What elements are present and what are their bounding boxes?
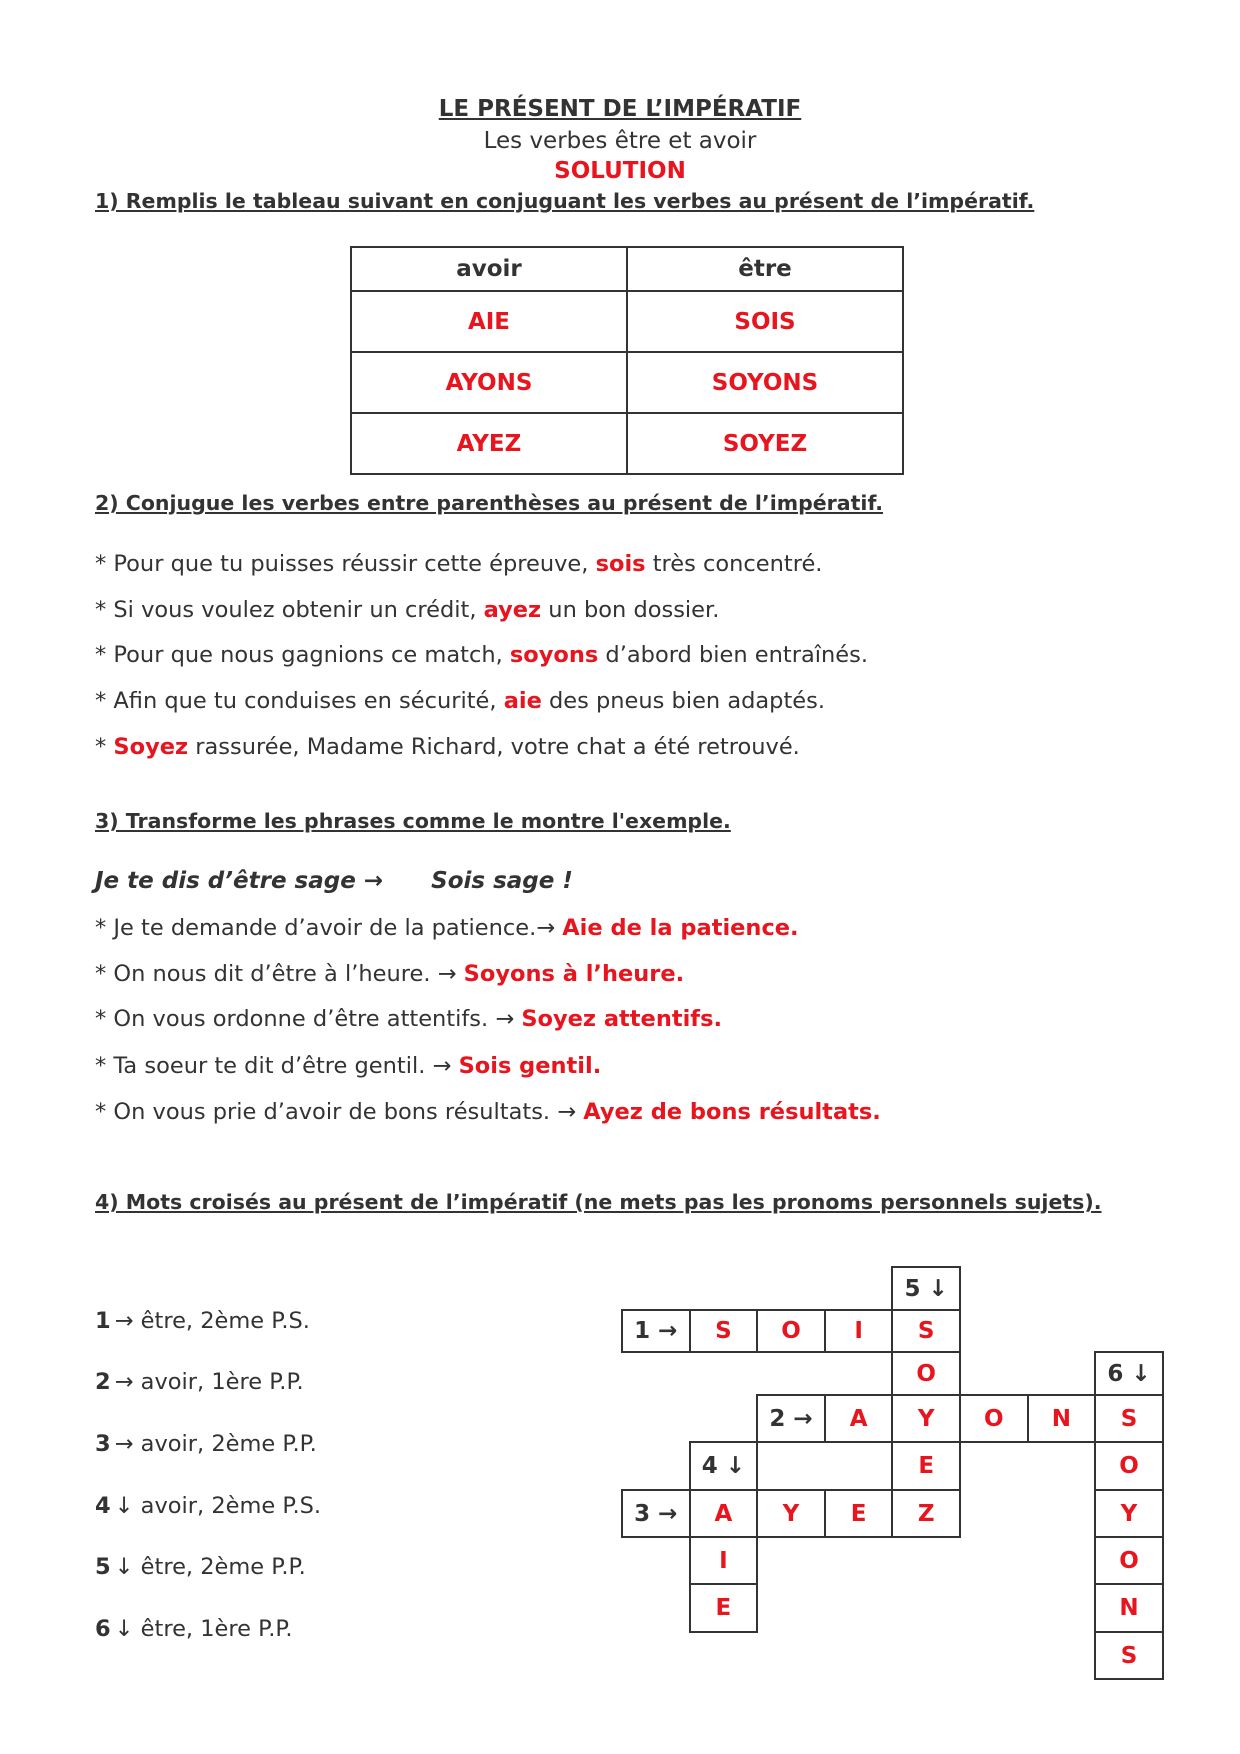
letter-cell: O — [891, 1351, 961, 1396]
clue-item — [95, 1369, 304, 1395]
cell: SOYONS — [627, 352, 903, 413]
section1-heading: 1) Remplis le tableau suivant en conjuguant les verbes au présent de l’impératif. — [95, 189, 1035, 213]
subtitle: Les verbes être et avoir — [483, 128, 757, 154]
letter-cell: A — [824, 1394, 894, 1443]
answer: ayez — [483, 597, 542, 623]
section2-heading: 2) Conjugue les verbes entre parenthèses au présent de l’impératif. — [95, 491, 884, 515]
letter-cell: N — [1094, 1583, 1164, 1633]
clue-number: 1 — [95, 1308, 111, 1334]
clue-label-cell: 1 → — [621, 1309, 691, 1353]
letter-cell: O — [756, 1309, 826, 1353]
list-item — [95, 734, 800, 760]
sentence-text: * Afin que tu conduises en sécurité, — [95, 688, 504, 714]
letter-cell: O — [1094, 1536, 1164, 1585]
letter-cell: E — [689, 1583, 759, 1633]
answer: soyons — [509, 642, 599, 668]
clue-text: → avoir, 1ère P.P. — [114, 1369, 304, 1395]
answer: aie — [503, 688, 542, 714]
answer: sois — [595, 551, 646, 577]
cell: AIE — [351, 291, 627, 352]
sentence-text: * Ta soeur te dit d’être gentil. → — [95, 1053, 459, 1079]
example: Je te dis d’être sage → Sois sage ! — [95, 868, 573, 894]
list-item — [95, 551, 822, 577]
answer: Sois gentil. — [458, 1053, 602, 1079]
title-text: LE PRÉSENT DE L’IMPÉRATIF — [438, 96, 802, 122]
clue-label-cell: 4 ↓ — [689, 1441, 759, 1491]
clue-text: → avoir, 2ème P.P. — [114, 1431, 317, 1457]
letter-cell: S — [891, 1309, 961, 1353]
solution-label: SOLUTION — [554, 158, 686, 184]
letter-cell — [824, 1441, 894, 1491]
sentence-text: * On vous prie d’avoir de bons résultats. → — [95, 1099, 584, 1125]
letter-cell: Y — [891, 1394, 961, 1443]
clue-number: 2 — [95, 1369, 111, 1395]
answer: Aie de la patience. — [562, 915, 799, 941]
section4-heading: 4) Mots croisés au présent de l’impératif (ne mets pas les pronoms personnels sujets). — [95, 1190, 1102, 1214]
letter-cell: S — [1094, 1394, 1164, 1443]
clue-text: ↓ être, 1ère P.P. — [114, 1616, 293, 1642]
clue-number: 5 — [95, 1554, 111, 1580]
answer: Soyez — [113, 734, 189, 760]
sentence-text: * On vous ordonne d’être attentifs. → — [95, 1006, 522, 1032]
list-item — [95, 1099, 881, 1125]
clue-number: 4 — [95, 1493, 111, 1519]
clue-label-cell: 2 → — [756, 1394, 826, 1443]
clue-label-cell: 6 ↓ — [1094, 1351, 1164, 1396]
list-item — [95, 961, 684, 987]
clue-item — [95, 1554, 306, 1580]
sentence-text: * Si vous voulez obtenir un crédit, — [95, 597, 484, 623]
sentence-text: d’abord bien entraînés. — [598, 642, 868, 668]
list-item — [95, 642, 868, 668]
letter-cell — [756, 1441, 826, 1491]
letter-cell: N — [1027, 1394, 1097, 1443]
list-item — [95, 1053, 601, 1079]
letter-cell: Z — [891, 1489, 961, 1538]
conjugation-table — [350, 246, 904, 475]
clue-item — [95, 1616, 293, 1642]
cell: AYEZ — [351, 413, 627, 474]
sentence-text: * Je te demande d’avoir de la patience.→ — [95, 915, 563, 941]
list-item — [95, 688, 825, 714]
answer: Soyez attentifs. — [521, 1006, 723, 1032]
clue-text: → être, 2ème P.S. — [114, 1308, 310, 1334]
clue-label-cell: 3 → — [621, 1489, 691, 1538]
page-title — [0, 96, 1240, 122]
clue-number: 3 — [95, 1431, 111, 1457]
sentence-text: * — [95, 734, 114, 760]
clue-text: ↓ être, 2ème P.P. — [114, 1554, 306, 1580]
sentence-text: un bon dossier. — [541, 597, 720, 623]
letter-cell: E — [824, 1489, 894, 1538]
cell: SOYEZ — [627, 413, 903, 474]
sentence-text: très concentré. — [645, 551, 823, 577]
sentence-text: rassurée, Madame Richard, votre chat a été retrouvé. — [188, 734, 800, 760]
clue-text: ↓ avoir, 2ème P.S. — [114, 1493, 322, 1519]
cell: AYONS — [351, 352, 627, 413]
letter-cell: O — [959, 1394, 1029, 1443]
letter-cell: S — [689, 1309, 759, 1353]
letter-cell: S — [1094, 1631, 1164, 1680]
clue-label-cell: 5 ↓ — [891, 1266, 961, 1311]
cell: SOIS — [627, 291, 903, 352]
header-avoir: avoir — [351, 247, 627, 291]
header-etre: être — [627, 247, 903, 291]
sentence-text: * Pour que tu puisses réussir cette épreuve, — [95, 551, 596, 577]
clue-item — [95, 1308, 310, 1334]
letter-cell: I — [824, 1309, 894, 1353]
answer: Ayez de bons résultats. — [583, 1099, 881, 1125]
clue-item — [95, 1431, 317, 1457]
letter-cell: A — [689, 1489, 759, 1538]
list-item — [95, 597, 719, 623]
clue-item — [95, 1493, 321, 1519]
letter-cell: I — [689, 1536, 759, 1585]
sentence-text: des pneus bien adaptés. — [541, 688, 825, 714]
clue-number: 6 — [95, 1616, 111, 1642]
answer: Soyons à l’heure. — [463, 961, 685, 987]
section3-heading: 3) Transforme les phrases comme le montre l'exemple. — [95, 809, 731, 833]
sentence-text: * On nous dit d’être à l’heure. → — [95, 961, 464, 987]
letter-cell: Y — [756, 1489, 826, 1538]
list-item — [95, 1006, 722, 1032]
letter-cell: Y — [1094, 1489, 1164, 1538]
sentence-text: * Pour que nous gagnions ce match, — [95, 642, 510, 668]
list-item — [95, 915, 799, 941]
letter-cell: E — [891, 1441, 961, 1491]
letter-cell: O — [1094, 1441, 1164, 1491]
